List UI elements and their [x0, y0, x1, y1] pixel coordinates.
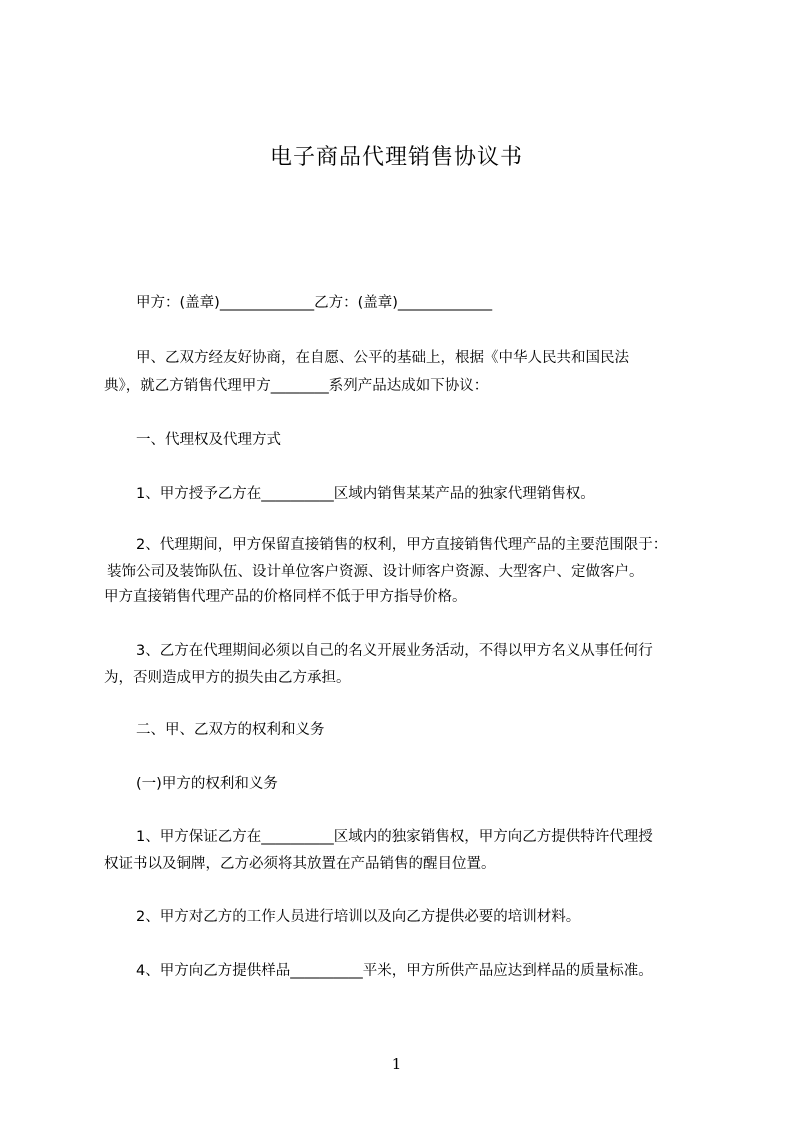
clause-1-1: 1、甲方授予乙方在__________区域内销售某某产品的独家代理销售权。 — [136, 486, 595, 502]
document-title: 电子商品代理销售协议书 — [269, 145, 523, 170]
preamble-line-1: 甲、乙双方经友好协商，在自愿、公平的基础上，根据《中华人民共和国民法 — [136, 350, 629, 366]
page-number: 1 — [391, 1055, 402, 1073]
party-signature-line: 甲方：(盖章)_____________乙方：(盖章)_____________ — [136, 295, 493, 311]
clause-1-3-line-1: 3、乙方在代理期间必须以自己的名义开展业务活动，不得以甲方名义从事任何行 — [136, 643, 653, 659]
clause-1-3-line-2: 为，否则造成甲方的损失由乙方承担。 — [104, 670, 351, 686]
preamble-line-2: 典》，就乙方销售代理甲方________系列产品达成如下协议： — [104, 378, 489, 394]
clause-2-1-line-2: 权证书以及铜牌，乙方必须将其放置在产品销售的醒目位置。 — [104, 856, 496, 872]
clause-1-2-line-2: 装饰公司及装饰队伍、设计单位客户资源、设计师客户资源、大型客户、定做客户。 — [107, 564, 644, 580]
clause-2-4: 4、甲方向乙方提供样品__________平米，甲方所供产品应达到样品的质量标准。 — [136, 963, 653, 979]
clause-1-2-line-3: 甲方直接销售代理产品的价格同样不低于甲方指导价格。 — [104, 589, 467, 605]
section-heading-2: 二、甲、乙双方的权利和义务 — [136, 722, 325, 738]
clause-2-1-line-1: 1、甲方保证乙方在__________区域内的独家销售权，甲方向乙方提供特许代理授 — [136, 829, 653, 845]
section-heading-1: 一、代理权及代理方式 — [136, 432, 281, 448]
clause-2-2: 2、甲方对乙方的工作人员进行培训以及向乙方提供必要的培训材料。 — [136, 909, 581, 925]
subsection-heading: (一)甲方的权利和义务 — [136, 776, 278, 792]
clause-1-2-line-1: 2、代理期间，甲方保留直接销售的权利，甲方直接销售代理产品的主要范围限于： — [136, 537, 668, 553]
